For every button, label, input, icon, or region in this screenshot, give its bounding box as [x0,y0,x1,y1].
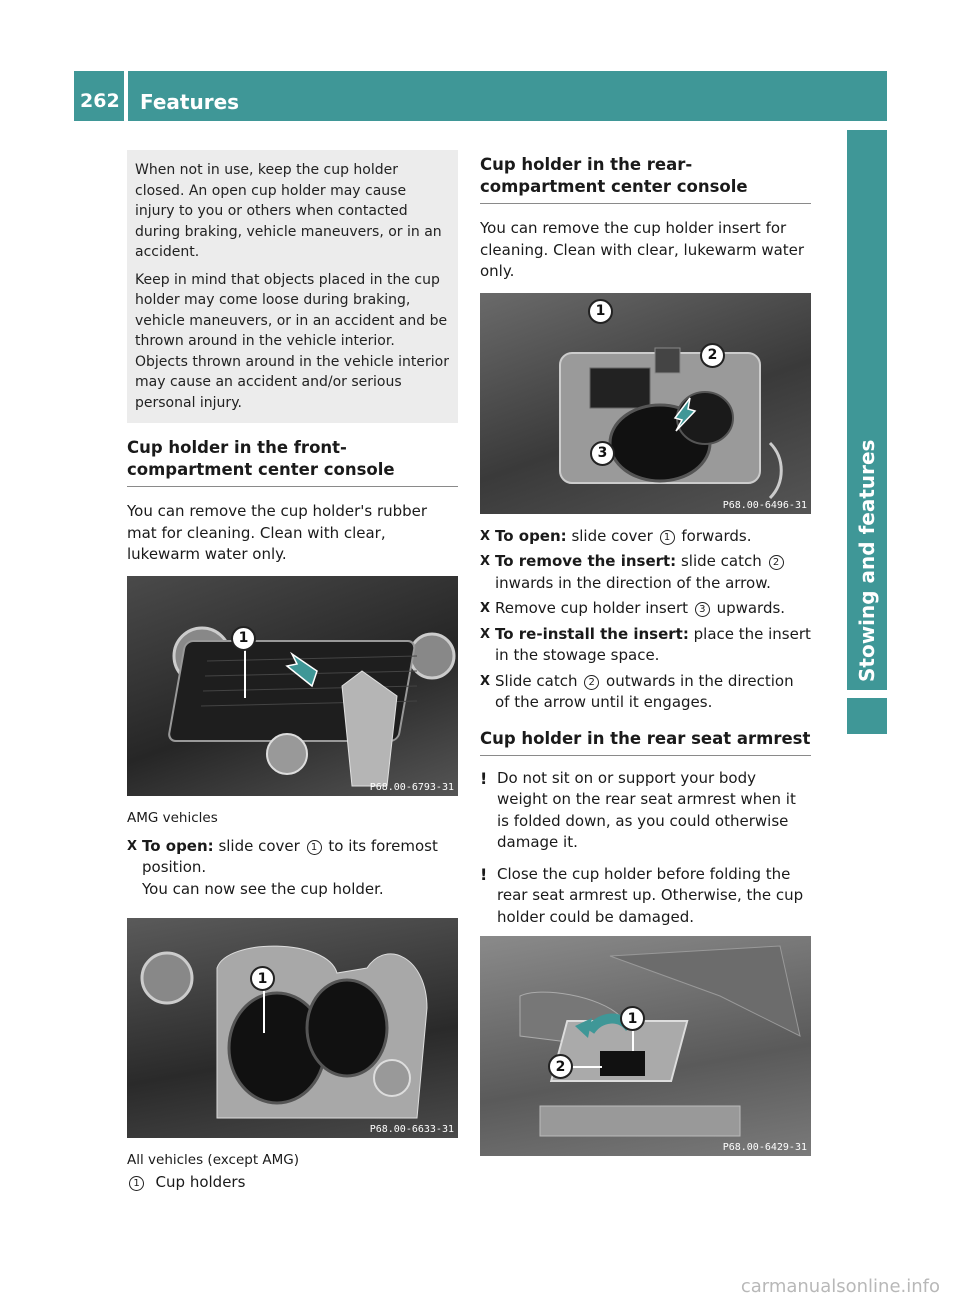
amg-console-illustration [127,576,458,796]
step-marker: X [480,554,491,569]
step-text: Remove cup holder insert [495,599,688,617]
right-column [480,150,811,1156]
heading-armrest-cup-holder: Cup holder in the rear seat armrest [480,728,811,756]
step-item [480,624,811,667]
figure-caption-amg: AMG vehicles [127,809,218,826]
callout-leader [572,1066,602,1068]
legend-item [127,1172,458,1194]
step-item [480,598,811,620]
callout-2: 2 [548,1054,573,1079]
step-text: slide catch [680,552,762,570]
step-marker: X [127,838,138,854]
ref-number: 1 [660,530,675,545]
rear-console-illustration [480,293,811,514]
step-bold: To open: [495,526,567,545]
step-text: place the insert in the stowage space. [495,624,811,664]
step-bold: To re-install the insert: [495,624,689,643]
step-marker: X [480,528,491,544]
step-text: slide cover [571,526,653,545]
figure-code: P68.00-6496-31 [722,499,807,511]
notice-icon: ! [480,768,488,788]
step-bold: To open: [142,836,214,855]
warning-box [127,150,458,423]
figure-caption-standard: All vehicles (except AMG) [127,1152,300,1168]
callout-1: 1 [231,626,256,651]
callout-leader [263,988,265,1033]
figure-code: P68.00-6633-31 [369,1124,454,1135]
callout-2: 2 [700,343,725,368]
ref-number: 3 [695,602,710,617]
callout-leader [244,646,246,698]
step-text: Slide catch [495,671,578,690]
step-text: forwards. [681,526,752,545]
notice-text: Do not sit on or support your body weight on the rear seat armrest when it is folded down, as you could otherwise damage it. [497,768,796,851]
heading-rear-cup-holder: Cup holder in the rear-compartment center console [480,154,811,204]
step-text: upwards. [716,599,786,617]
step-result: You can now see the cup holder. [142,879,384,898]
step-item [480,526,811,548]
legend-number: 1 [129,1176,144,1191]
page-number: 262 [80,90,120,112]
figure-code: P68.00-6429-31 [722,1142,807,1153]
ref-number: 2 [584,675,599,690]
side-tab-marker [847,698,887,734]
step-item [480,551,811,594]
front-intro: You can remove the cup holder's rubber mat for cleaning. Clean with clear, lukewarm water only. [127,502,428,563]
step-open-amg [127,836,458,901]
step-text: outwards in the direction of the arrow until it engages. [495,671,794,711]
step-marker: X [480,601,491,616]
figure-amg-console [127,576,458,796]
step-item [480,671,811,714]
notice-2 [480,864,811,929]
callout-1: 1 [250,966,275,991]
step-text: to its foremost position. [142,836,438,876]
callout-3: 3 [590,441,615,466]
figure-rear-console [480,293,811,514]
standard-console-illustration [127,918,458,1138]
heading-front-cup-holder: Cup holder in the front-compartment center console [127,437,458,487]
section-title: Features [140,90,240,114]
step-marker: X [480,673,491,689]
figure-armrest [480,936,811,1156]
left-column [127,150,458,1194]
legend-text: Cup holders [155,1173,246,1191]
warning-paragraph-1: When not in use, keep the cup holder closed. An open cup holder may cause injury to you or others when contacted during braking, vehicle maneuvers, or in an accident. [135,162,442,260]
ref-number: 2 [769,555,784,570]
armrest-illustration [480,936,811,1156]
callout-1: 1 [588,299,613,324]
warning-paragraph-2: Keep in mind that objects placed in the cup holder may come loose during braking, vehicle maneuvers, or in an accident and be thrown around in the vehicle interior. Objects thrown around in the vehicle interior may cause an accident and/or serious personal injury. [135,271,449,411]
callout-1: 1 [620,1006,645,1031]
step-text: inwards in the direction of the arrow. [495,573,771,592]
rear-steps [480,526,811,714]
step-text: slide cover [218,836,300,855]
step-marker: X [480,626,491,642]
watermark: carmanualsonline.info [740,1276,940,1297]
notice-text: Close the cup holder before folding the rear seat armrest up. Otherwise, the cup holder could be damaged. [497,864,804,926]
callout-leader [632,1029,634,1051]
rear-intro: You can remove the cup holder insert for cleaning. Clean with clear, lukewarm water only. [480,219,805,280]
ref-number: 1 [307,840,322,855]
notice-1 [480,768,811,854]
side-tab-label: Stowing and features [855,439,879,682]
figure-standard-console [127,918,458,1138]
section-title-bar [128,71,887,121]
notice-icon: ! [480,864,488,884]
figure-code: P68.00-6793-31 [369,781,454,793]
step-bold: To remove the insert: [495,552,677,570]
